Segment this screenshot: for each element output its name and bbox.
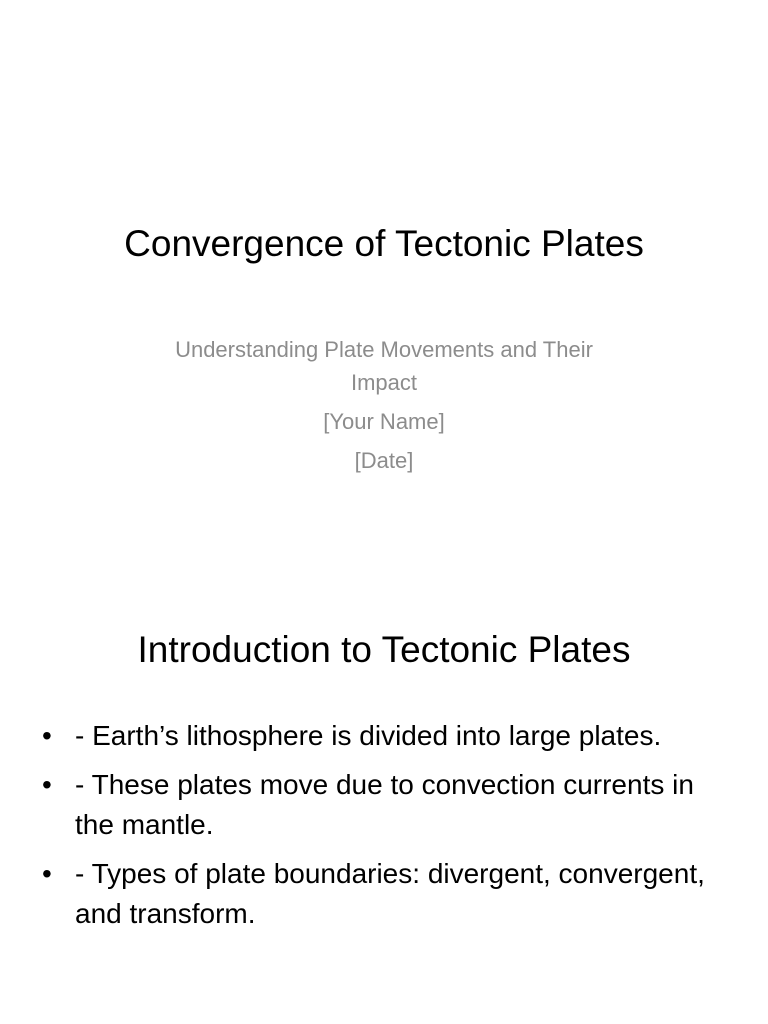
subtitle-line: Understanding Plate Movements and Their: [175, 337, 593, 362]
bullet-text: - Earth’s lithosphere is divided into large plates.: [75, 720, 662, 751]
bullet-item: [40, 765, 720, 845]
bullet-item: [40, 854, 720, 934]
author-placeholder: [Your Name]: [323, 409, 445, 434]
bullet-item: [40, 716, 720, 756]
subtitle: [130, 333, 638, 477]
slide-title: Convergence of Tectonic Plates: [124, 223, 644, 264]
bullet-icon: •: [42, 858, 52, 889]
bullet-icon: •: [42, 769, 52, 800]
bullet-text: - Types of plate boundaries: divergent, convergent, and transform.: [75, 858, 705, 929]
bullet-text: - These plates move due to convection currents in the mantle.: [75, 769, 694, 840]
date-placeholder: [Date]: [354, 448, 414, 473]
bullet-list: [40, 716, 720, 943]
bullet-icon: •: [42, 720, 52, 751]
subtitle-line: Impact: [350, 370, 418, 395]
intro-slide: [0, 576, 768, 1024]
slide-title: Introduction to Tectonic Plates: [137, 629, 631, 670]
